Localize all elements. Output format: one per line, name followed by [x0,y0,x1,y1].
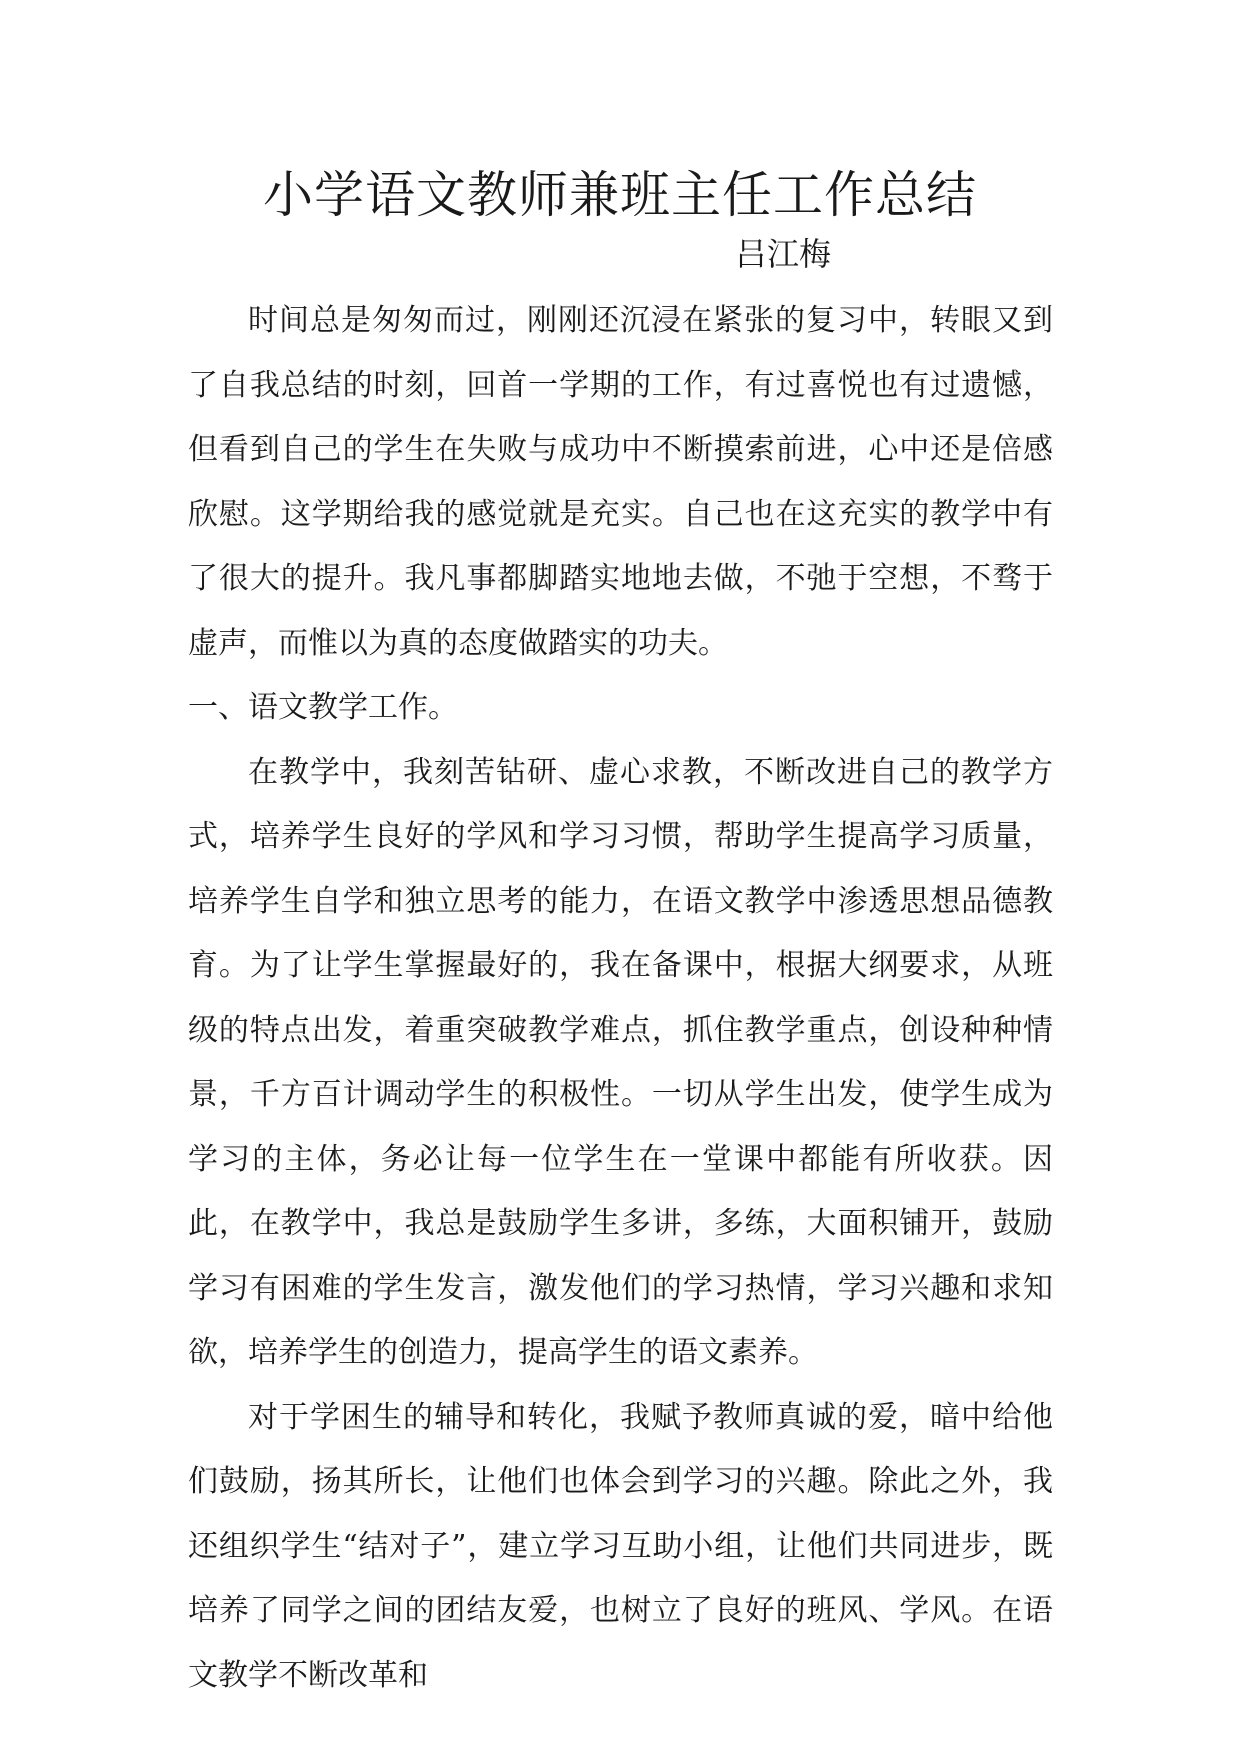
document-body [188,289,1053,1708]
section-heading-chinese-teaching: 一、语文教学工作。 [188,690,458,725]
teaching-paragraph-1: 在教学中，我刻苦钻研、虚心求教，不断改进自己的教学方式，培养学生良好的学风和学习习惯，帮助学生提高学习质量，培养学生自学和独立思考的能力，在语文教学中渗透思想品德教育。为了让学生掌握最好的，我在备课中，根据大纲要求，从班级的特点出发，着重突破教学难点，抓住教学重点，创设种种情景，千方百计调动学生的积极性。一切从学生出发，使学生成为学习的主体，务必让每一位学生在一堂课中都能有所收获。因此，在教学中，我总是鼓励学生多讲，多练，大面积铺开，鼓励学习有困难的学生发言，激发他们的学习热情，学习兴趣和求知欲，培养学生的创造力，提高学生的语文素养。 [188,754,1053,1370]
document-title: 小学语文教师兼班主任工作总结 [263,166,977,224]
author-name: 吕江梅 [735,235,832,273]
teaching-paragraph-2: 对于学困生的辅导和转化，我赋予教师真诚的爱，暗中给他们鼓励，扬其所长，让他们也体会到学习的兴趣。除此之外，我还组织学生“结对子”，建立学习互助小组，让他们共同进步，既培养了同学之间的团结友爱，也树立了良好的班风、学风。在语文教学不断改革和 [188,1399,1053,1693]
intro-paragraph: 时间总是匆匆而过，刚刚还沉浸在紧张的复习中，转眼又到了自我总结的时刻，回首一学期的工作，有过喜悦也有过遗憾，但看到自己的学生在失败与成功中不断摸索前进，心中还是倍感欣慰。这学期给我的感觉就是充实。自己也在这充实的教学中有了很大的提升。我凡事都脚踏实地地去做，不弛于空想，不骛于虚声，而惟以为真的态度做踏实的功夫。 [188,303,1053,661]
